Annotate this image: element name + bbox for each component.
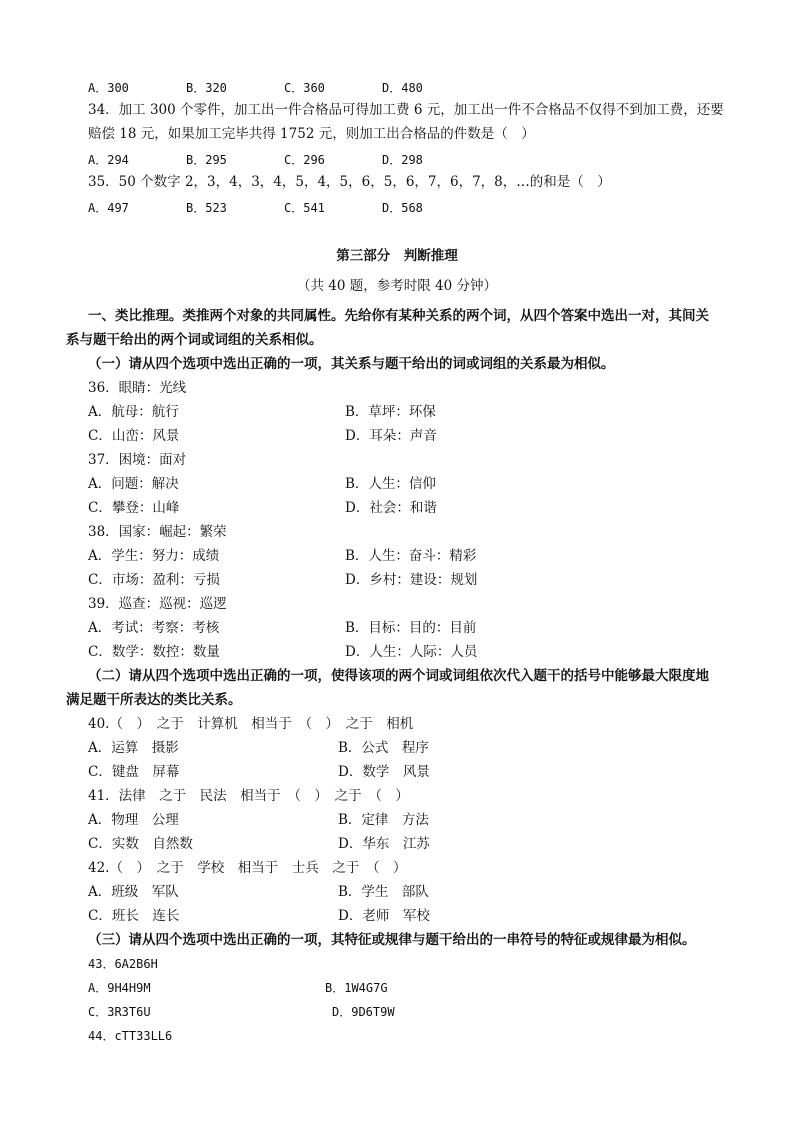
- q34-text-line2: 赔偿 18 元，如果加工完毕共得 1752 元，则加工出合格品的件数是（ ）: [88, 126, 535, 142]
- q42-option-c: C．班长 连长: [88, 908, 180, 924]
- q39-option-b: B．目标：目的：目前: [345, 620, 477, 636]
- q34-option-a: A．294: [88, 153, 129, 167]
- part2-instruction-line2: 满足题干所表达的类比关系。: [66, 692, 242, 708]
- q33-option-c: C．360: [284, 81, 325, 95]
- q36-option-c: C．山峦：风景: [88, 428, 180, 444]
- q37-option-a: A．问题：解决: [88, 476, 179, 492]
- part2-instruction-line1: （二）请从四个选项中选出正确的一项，使得该项的两个词或词组依次代入题干的括号中能够最大限度地: [88, 668, 709, 684]
- q42-stem: 42.（ ） 之于 学校 相当于 士兵 之于 （ ）: [88, 860, 407, 876]
- q43-option-c: C．3R3T6U: [88, 1005, 151, 1019]
- q41-option-b: B．定律 方法: [338, 812, 429, 828]
- q37-option-b: B．人生：信仰: [345, 476, 436, 492]
- q36-option-b: B．草坪：环保: [345, 404, 436, 420]
- q40-stem: 40.（ ） 之于 计算机 相当于 （ ） 之于 相机: [88, 716, 414, 732]
- q40-option-a: A．运算 摄影: [88, 740, 179, 756]
- q34-option-d: D．298: [382, 153, 423, 167]
- q38-option-c: C．市场：盈利：亏损: [88, 572, 220, 588]
- q41-option-c: C．实数 自然数: [88, 836, 193, 852]
- q33-option-d: D．480: [382, 81, 423, 95]
- q42-option-d: D．老师 军校: [338, 908, 430, 924]
- q41-stem: 41．法律 之于 民法 相当于 （ ） 之于 （ ）: [88, 788, 409, 804]
- q35-option-d: D．568: [382, 201, 423, 215]
- q37-option-c: C．攀登：山峰: [88, 500, 180, 516]
- q38-option-b: B．人生：奋斗：精彩: [345, 548, 477, 564]
- q39-option-c: C．数学：数控：数量: [88, 644, 220, 660]
- q42-option-a: A．班级 军队: [88, 884, 179, 900]
- section-subtitle: （共 40 题，参考时限 40 分钟）: [296, 278, 498, 294]
- q40-option-d: D．数学 风景: [338, 764, 430, 780]
- q35-option-b: B．523: [186, 201, 227, 215]
- q37-option-d: D．社会：和谐: [345, 500, 437, 516]
- q40-option-b: B．公式 程序: [338, 740, 429, 756]
- q43-stem: 43．6A2B6H: [88, 957, 158, 971]
- q39-option-d: D．人生：人际：人员: [345, 644, 478, 660]
- q40-option-c: C．键盘 屏幕: [88, 764, 180, 780]
- q39-stem: 39．巡查：巡视：巡逻: [88, 596, 227, 612]
- q36-option-a: A．航母：航行: [88, 404, 179, 420]
- q34-text-line1: 34．加工 300 个零件，加工出一件合格品可得加工费 6 元，加工出一件不合格品不仅得不到加工费，还要: [88, 102, 724, 118]
- q44-stem: 44．cTT33LL6: [88, 1029, 173, 1043]
- q36-option-d: D．耳朵：声音: [345, 428, 437, 444]
- q43-option-a: A．9H4H9M: [88, 981, 151, 995]
- q38-stem: 38．国家：崛起：繁荣: [88, 524, 227, 540]
- q35-option-c: C．541: [284, 201, 325, 215]
- q41-option-a: A．物理 公理: [88, 812, 179, 828]
- section-title: 第三部分 判断推理: [336, 248, 458, 264]
- q34-option-b: B．295: [186, 153, 227, 167]
- q35-text: 35．50 个数字 2，3，4，3，4，5，4，5，6，5，6，7，6，7，8，…的和是（ ）: [88, 174, 611, 190]
- section-intro-line1: 一、类比推理。类推两个对象的共同属性。先给你有某种关系的两个词，从四个答案中选出一对，其间关: [88, 308, 709, 324]
- q43-option-d: D．9D6T9W: [332, 1005, 395, 1019]
- q33-option-a: A．300: [88, 81, 129, 95]
- part1-instruction: （一）请从四个选项中选出正确的一项，其关系与题干给出的词或词组的关系最为相似。: [88, 356, 615, 372]
- q33-option-b: B．320: [186, 81, 227, 95]
- part3-instruction: （三）请从四个选项中选出正确的一项，其特征或规律与题干给出的一串符号的特征或规律最为相似。: [88, 932, 696, 948]
- q34-option-c: C．296: [284, 153, 325, 167]
- q36-stem: 36．眼睛：光线: [88, 380, 187, 396]
- q43-option-b: B．1W4G7G: [325, 981, 388, 995]
- section-intro-line2: 系与题干给出的两个词或词组的关系相似。: [66, 332, 323, 348]
- q37-stem: 37．困境：面对: [88, 452, 187, 468]
- q35-option-a: A．497: [88, 201, 129, 215]
- q42-option-b: B．学生 部队: [338, 884, 429, 900]
- q38-option-a: A．学生：努力：成绩: [88, 548, 220, 564]
- q39-option-a: A．考试：考察：考核: [88, 620, 220, 636]
- q38-option-d: D．乡村：建设：规划: [345, 572, 478, 588]
- q41-option-d: D．华东 江苏: [338, 836, 430, 852]
